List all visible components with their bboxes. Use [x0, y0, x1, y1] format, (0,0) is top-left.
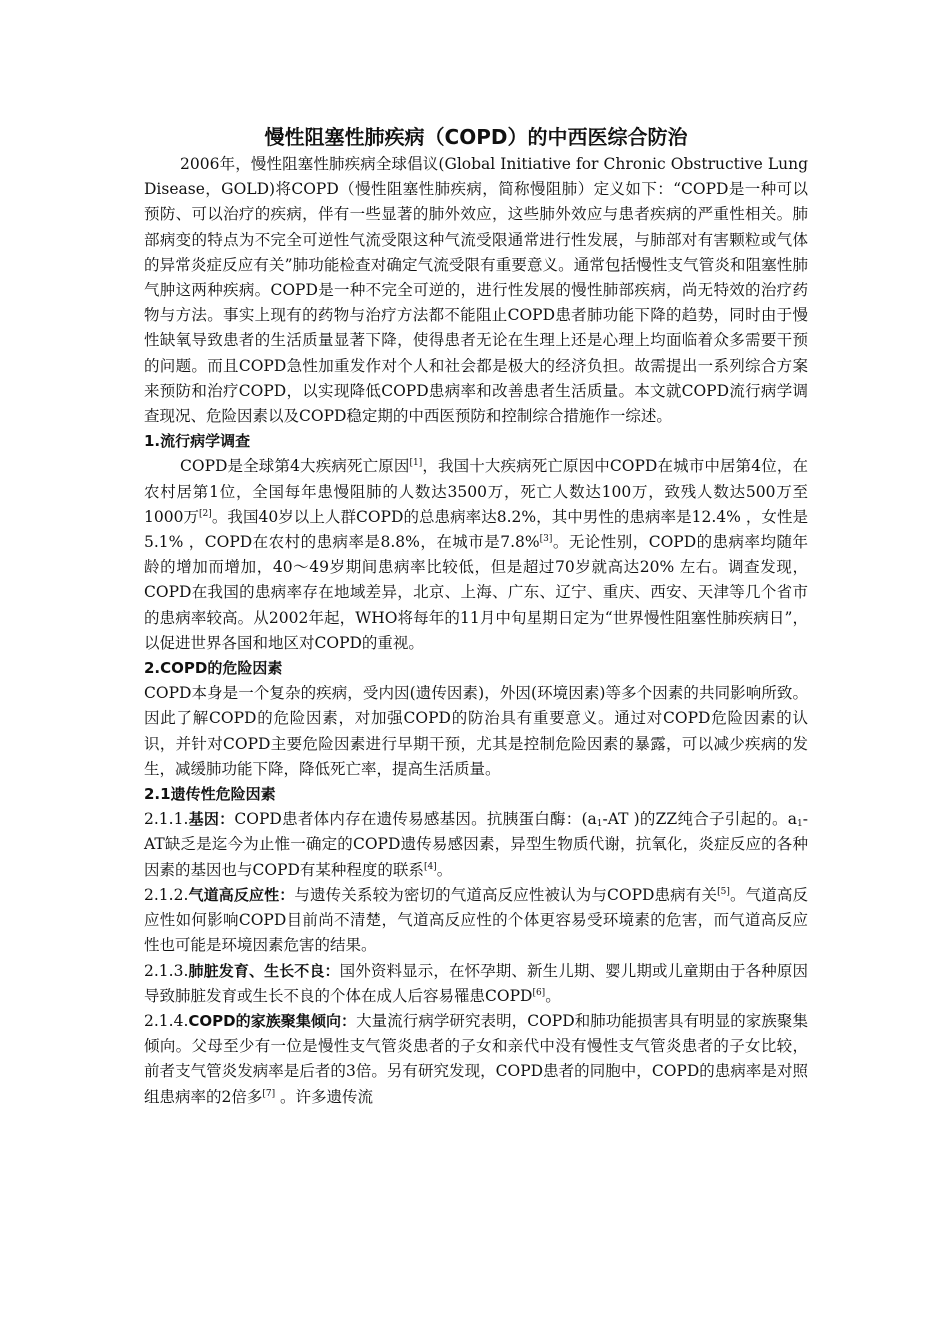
item-text: 与遗传关系较为密切的气道高反应性被认为与COPD患病有关 [294, 885, 718, 904]
item-family-aggregation [144, 1009, 808, 1110]
epidemiology-text-3: 。我国40岁以上人群COPD的总患病率达8.2%，其中男性的患病率是12.4% ，女性是5.1% ，COPD在农村的患病率是8.8%，在城市是7.8% [144, 507, 808, 552]
item-text: 。 [545, 986, 561, 1005]
subsection-heading-genetic: 2.1遗传性危险因素 [144, 785, 276, 804]
citation-3: [3] [539, 534, 553, 545]
item-text: 。气道高反应性如何影响COPD目前尚不清楚，气道高反应性的个体更容易受环境素的危害，而气道高反应性也可能是环境因素危害的结果。 [144, 885, 808, 955]
item-number: 2.1.1. [144, 810, 189, 829]
item-text: COPD患者体内存在遗传易感基因。抗胰蛋白酶：(a [234, 810, 597, 829]
epidemiology-text-1: COPD是全球第4大疾病死亡原因 [180, 457, 410, 476]
epidemiology-text-4: 。无论性别，COPD的患病率均随年龄的增加而增加，40～49岁期间患病率比较低，但是超过70岁就高达20% 左右。调查发现，COPD在我国的患病率存在地域差异，北京、上海、广东、辽宁、重庆、西安、天津等几个省市的患病率较高。从2002年起，WHO将每年的11月中旬星期日定为“世界慢性阻塞性肺疾病日”，以促进世界各国和地区对COPD的重视。 [144, 533, 808, 652]
epidemiology-text-2: ，我国十大疾病死亡原因中COPD在城市中居第4位，在农村居第1位，全国每年患慢阻肺的人数达3500万，死亡人数达100万，致残人数达500万至1000万 [144, 457, 808, 526]
item-term: 肺脏发育、生长不良： [188, 961, 340, 980]
item-text: -AT )的ZZ纯合子引起的。a [602, 810, 798, 829]
item-airway-hyperreactivity [144, 883, 808, 959]
document-title: 慢性阻塞性肺疾病（COPD）的中西医综合防治 [264, 125, 688, 149]
citation-1: [1] [409, 458, 423, 469]
intro-paragraph: 2006年，慢性阻塞性肺疾病全球倡议(Global Initiative for Chronic Obstructive Lung Disease，GOLD)将COPD（慢性阻塞性肺疾病，简称慢阻肺）定义如下：“COPD是一种可以预防、可以治疗的疾病，伴有一些显著的肺外效应，这些肺外效应与患者疾病的严重性相关。肺部病变的特点为不完全可逆性气流受限这种气流受限通常进行性发展，与肺部对有害颗粒或气体的异常炎症反应有关”肺功能检查对确定气流受限有重要意义。通常包括慢性支气管炎和阻塞性肺气肿这两种疾病。COPD是一种不完全可逆的，进行性发展的慢性肺部疾病，尚无特效的治疗药物与方法。事实上现有的药物与治疗方法都不能阻止COPD患者肺功能下降的趋势，同时由于慢性缺氧导致患者的生活质量显著下降，使得患者无论在生理上还是心理上均面临着众多需要干预的问题。而且COPD急性加重发作对个人和社会都是极大的经济负担。故需提出一系列综合方案来预防和治疗COPD，以实现降低COPD患病率和改善患者生活质量。本文就COPD流行病学调查现况、危险因素以及COPD稳定期的中西医预防和控制综合措施作一综述。 [144, 155, 808, 426]
item-number: 2.1.4. [144, 1011, 189, 1030]
subscript: 1 [596, 819, 603, 830]
epidemiology-paragraph [144, 454, 808, 656]
citation-6: [6] [532, 987, 546, 998]
citation-4: [4] [423, 861, 437, 872]
item-term: 气道高反应性： [188, 885, 295, 904]
document-page [144, 122, 808, 1110]
section-heading-epidemiology: 1.流行病学调查 [144, 432, 251, 451]
item-text: 大量流行病学研究表明，COPD和肺功能损害具有明显的家族聚集倾向。父母至少有一位是慢性支气管炎患者的子女和亲代中没有慢性支气管炎患者的子女比较，前者支气管炎发病率是后者的3倍。另有研究发现，COPD患者的同胞中，COPD的患病率是对照组患病率的2倍多 [144, 1011, 808, 1106]
item-text: 国外资料显示，在怀孕期、新生儿期、婴儿期或儿童期由于各种原因导致肺脏发育或生长不良的个体在成人后容易罹患COPD [144, 961, 808, 1005]
item-term: COPD的家族聚集倾向： [188, 1011, 357, 1030]
item-text: 。 [436, 860, 453, 879]
section-heading-risk-factors: 2.COPD的危险因素 [144, 659, 283, 678]
item-term: 基因： [188, 810, 235, 829]
risk-factors-paragraph: COPD本身是一个复杂的疾病，受内因(遗传因素)，外因(环境因素)等多个因素的共同影响所致。因此了解COPD的危险因素，对加强COPD的防治具有重要意义。通过对COPD危险因素的认识，并针对COPD主要危险因素进行早期干预，尤其是控制危险因素的暴露，可以减少疾病的发生，减缓肺功能下降，降低死亡率，提高生活质量。 [144, 684, 808, 778]
citation-7: [7] [262, 1088, 276, 1099]
item-number: 2.1.3. [144, 961, 189, 980]
citation-5: [5] [717, 886, 730, 897]
item-text: -AT缺乏是迄今为止惟一确定的COPD遗传易感因素，异型生物质代谢，抗氧化，炎症反应的各种因素的基因也与COPD有某种程度的联系 [144, 810, 808, 879]
item-number: 2.1.2. [144, 885, 189, 904]
item-lung-development [144, 959, 808, 1009]
item-gene [144, 807, 808, 883]
subscript: 1 [797, 819, 803, 830]
citation-2: [2] [199, 508, 212, 519]
item-text: 。许多遗传流 [275, 1087, 374, 1106]
